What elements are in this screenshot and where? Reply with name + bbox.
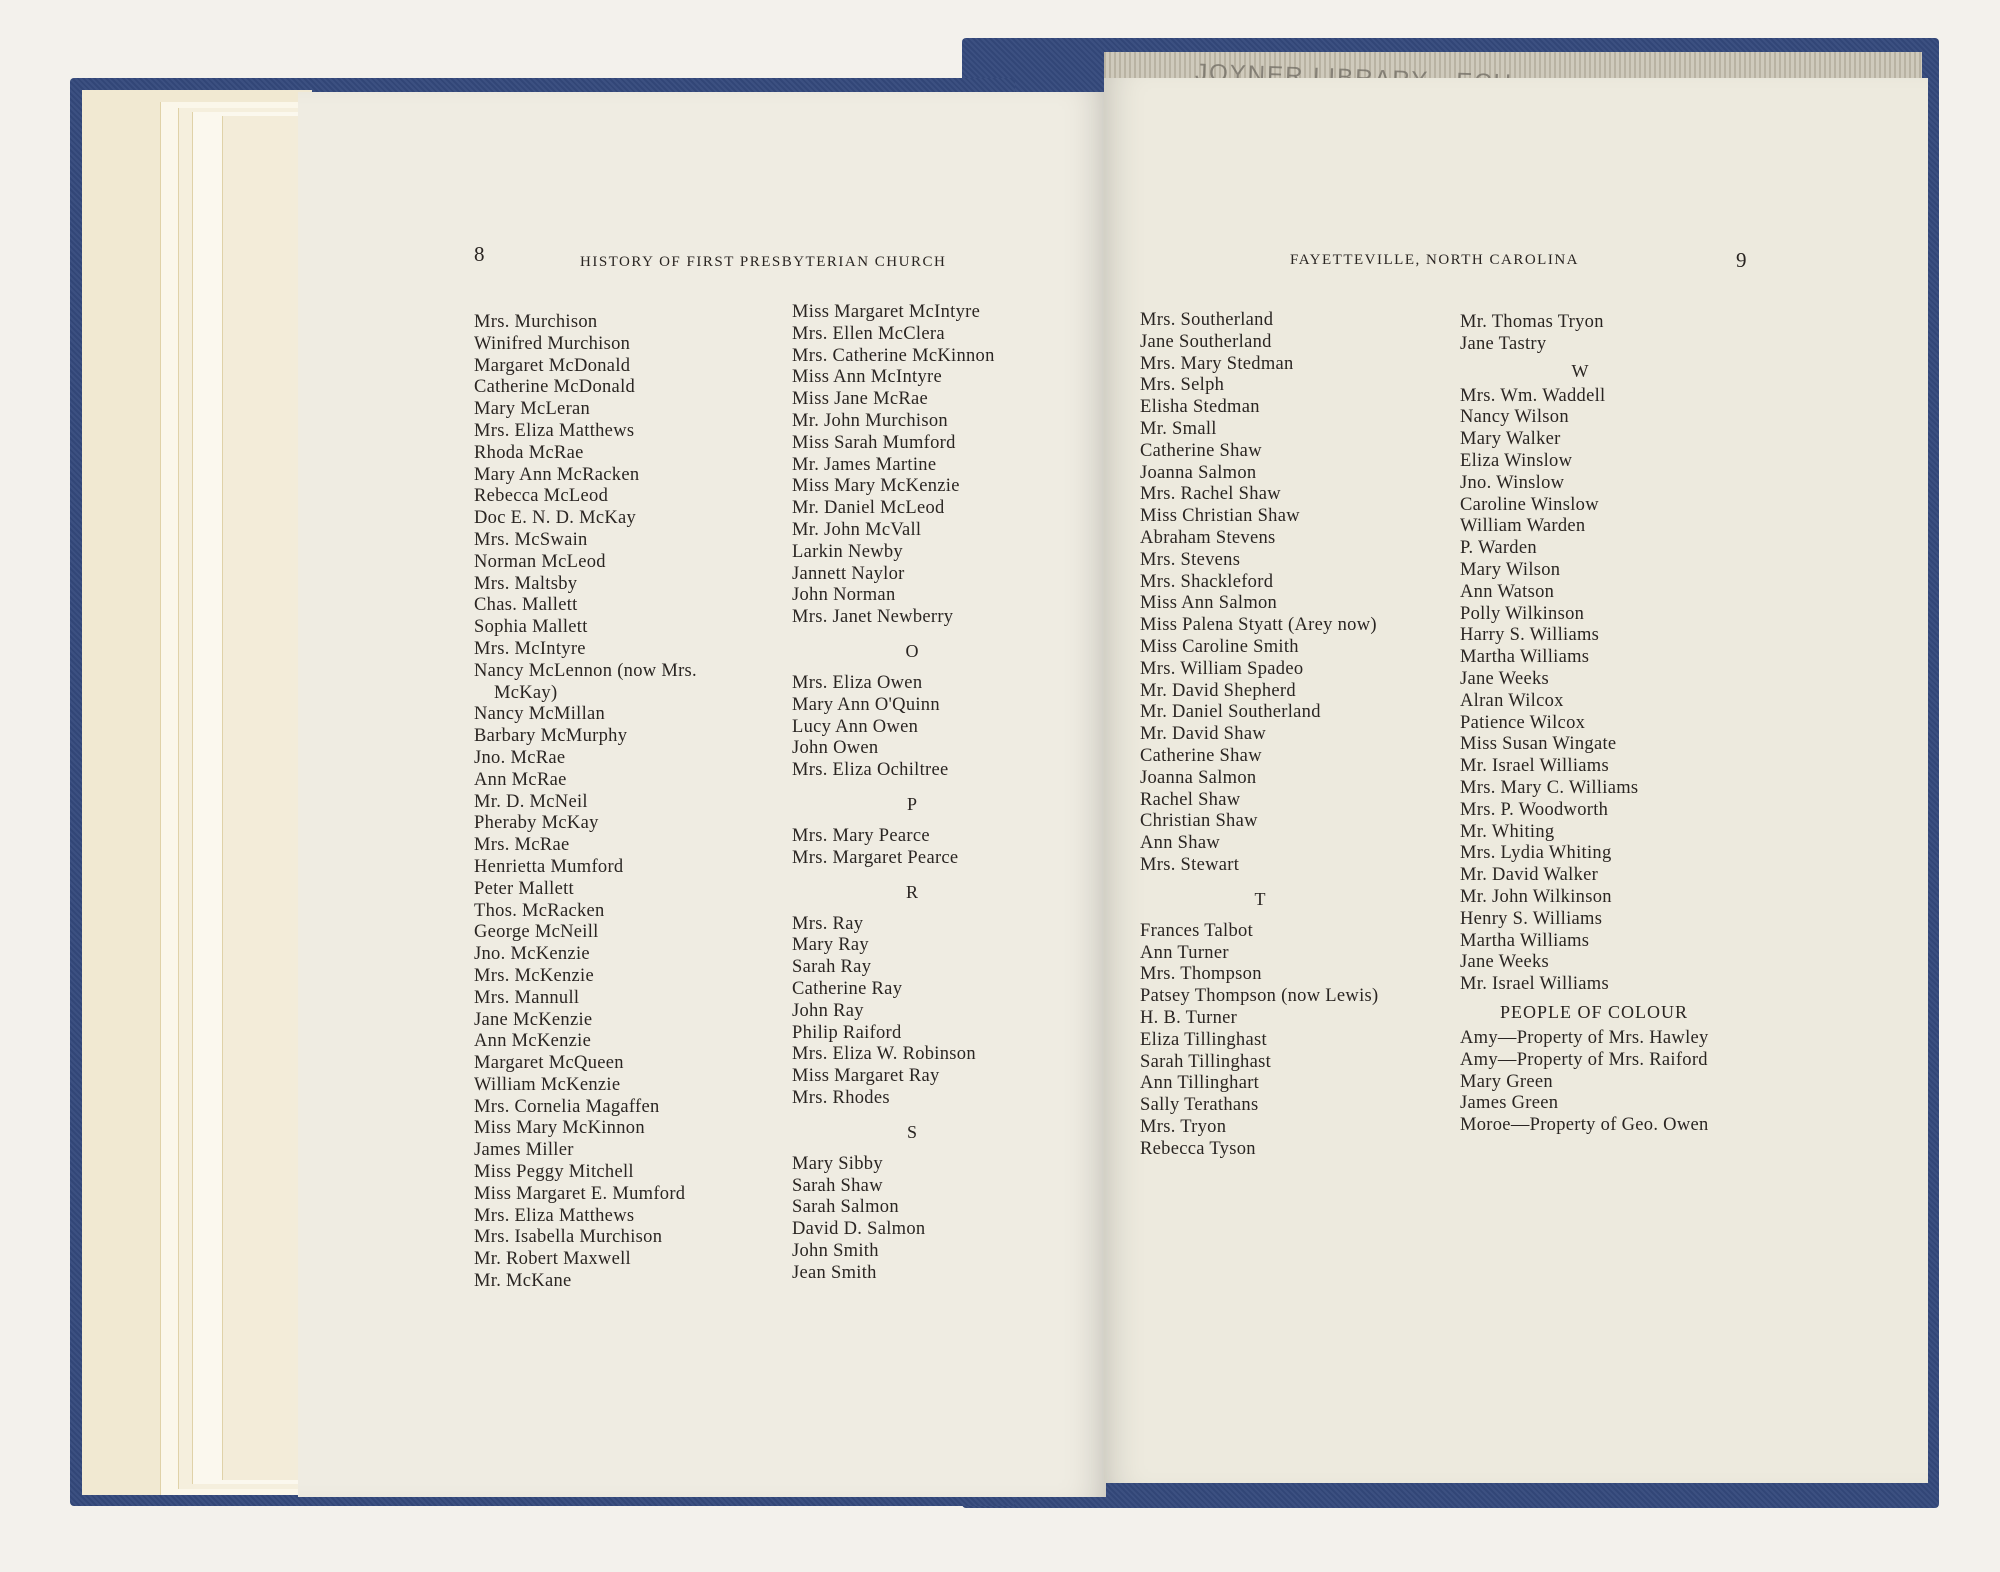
- name-entry: Margaret McDonald: [474, 355, 631, 376]
- name-entry: William McKenzie: [474, 1074, 621, 1095]
- name-entry: Doc E. N. D. McKay: [474, 508, 637, 529]
- name-entry: Joanna Salmon: [1140, 462, 1257, 483]
- name-entry: Mr. John Murchison: [792, 410, 948, 431]
- name-entry: Mrs. Ellen McClera: [792, 323, 945, 344]
- section-letter: T: [1254, 888, 1266, 909]
- name-entry: Alran Wilcox: [1460, 690, 1564, 711]
- name-entry: Mr. Daniel McLeod: [792, 498, 945, 519]
- name-entry: Mr. James Martine: [792, 454, 937, 475]
- name-entry: John Smith: [792, 1240, 879, 1261]
- name-entry: Miss Palena Styatt (Arey now): [1140, 615, 1377, 636]
- name-entry: Nancy McMillan: [474, 704, 606, 725]
- name-list: [792, 1154, 1032, 1285]
- name-entry: Rebecca McLeod: [474, 486, 609, 507]
- name-entry: Elisha Stedman: [1140, 397, 1260, 418]
- name-entry: Catherine Shaw: [1140, 440, 1262, 461]
- name-entry: Mr. Israel Williams: [1460, 974, 1609, 995]
- name-entry: Rhoda McRae: [474, 442, 584, 463]
- name-entry: Patsey Thompson (now Lewis): [1140, 986, 1379, 1007]
- name-entry: Mrs. P. Woodworth: [1460, 799, 1609, 820]
- name-entry: Mr. Thomas Tryon: [1460, 312, 1604, 332]
- name-list: [792, 302, 1032, 629]
- name-entry: Peter Mallett: [474, 878, 574, 899]
- name-entry: Nancy McLennon (now Mrs.: [474, 660, 697, 681]
- name-column: [1460, 312, 1709, 1137]
- name-entry: Sarah Ray: [792, 957, 872, 978]
- name-entry: James Green: [1460, 1093, 1559, 1114]
- name-entry: Miss Margaret Ray: [792, 1066, 940, 1087]
- name-entry: Mrs. Rachel Shaw: [1140, 484, 1281, 505]
- name-entry: Amy—Property of Mrs. Raiford: [1460, 1049, 1708, 1070]
- name-entry: Mrs. Mannull: [474, 987, 580, 1008]
- name-list: [792, 673, 1032, 782]
- name-entry: Mr. David Shaw: [1140, 724, 1266, 745]
- name-entry: Miss Caroline Smith: [1140, 636, 1299, 657]
- name-entry: Mary Ann McRacken: [474, 464, 640, 485]
- name-entry: H. B. Turner: [1140, 1007, 1238, 1028]
- name-list: [1140, 310, 1380, 877]
- name-list: [792, 826, 1032, 870]
- name-entry: Jno. Winslow: [1460, 472, 1565, 493]
- name-entry: David D. Salmon: [792, 1219, 926, 1240]
- name-entry: Pheraby McKay: [474, 813, 599, 834]
- name-entry: Mrs. Mary Stedman: [1140, 353, 1294, 374]
- name-entry: Mrs. William Spadeo: [1140, 658, 1304, 679]
- name-list: [1460, 1028, 1709, 1137]
- name-entry: Martha Williams: [1460, 647, 1590, 668]
- name-entry: Larkin Newby: [792, 541, 903, 562]
- name-entry: Miss Ann McIntyre: [792, 367, 943, 388]
- name-entry: Mrs. Mary C. Williams: [1460, 777, 1639, 798]
- name-column: [474, 312, 697, 1293]
- name-entry: Rachel Shaw: [1140, 789, 1241, 810]
- name-entry: Ann McKenzie: [474, 1031, 592, 1052]
- name-entry: Jane McKenzie: [474, 1009, 593, 1030]
- name-entry: Miss Ann Salmon: [1140, 593, 1278, 614]
- name-entry: John Ray: [792, 1000, 864, 1021]
- name-entry: Mr. McKane: [474, 1271, 572, 1292]
- name-entry: Eliza Tillinghast: [1140, 1029, 1267, 1050]
- name-entry: Mary Green: [1460, 1071, 1553, 1092]
- page-stack-edges: [82, 90, 312, 1495]
- name-entry: Miss Peggy Mitchell: [474, 1162, 634, 1183]
- name-entry: Mrs. Eliza Matthews: [474, 1205, 635, 1226]
- name-entry: Mrs. Southerland: [1140, 310, 1274, 330]
- name-entry: Harry S. Williams: [1460, 625, 1600, 646]
- name-entry: Abraham Stevens: [1140, 527, 1276, 548]
- name-entry: Ann McRae: [474, 769, 567, 790]
- name-entry: Mrs. Tryon: [1140, 1116, 1227, 1137]
- name-entry: Norman McLeod: [474, 551, 606, 572]
- name-entry: Eliza Winslow: [1460, 450, 1573, 471]
- name-entry: Chas. Mallett: [474, 595, 578, 616]
- name-list: [1460, 386, 1709, 996]
- name-entry: Mary Walker: [1460, 429, 1561, 450]
- name-entry: Mr. John McVall: [792, 519, 922, 540]
- name-entry: Miss Margaret McIntyre: [792, 302, 981, 322]
- name-entry: Mrs. Rhodes: [792, 1087, 890, 1108]
- name-entry: Mrs. McKenzie: [474, 965, 595, 986]
- name-entry: Ann Turner: [1140, 942, 1229, 963]
- name-entry: Jane Weeks: [1460, 952, 1550, 973]
- name-entry: P. Warden: [1460, 538, 1537, 559]
- name-entry: Sarah Shaw: [792, 1175, 883, 1196]
- name-entry: Mrs. Murchison: [474, 312, 598, 332]
- name-entry: Philip Raiford: [792, 1022, 902, 1043]
- name-entry: John Owen: [792, 738, 879, 759]
- name-entry: Jane Tastry: [1460, 333, 1547, 354]
- name-entry: Miss Jane McRae: [792, 389, 929, 410]
- name-entry: Sarah Tillinghast: [1140, 1051, 1272, 1072]
- name-entry: Mrs. Selph: [1140, 375, 1225, 396]
- section-heading: PEOPLE OF COLOUR: [1500, 1001, 1689, 1022]
- name-entry: Margaret McQueen: [474, 1053, 624, 1074]
- name-entry: Mrs. Eliza W. Robinson: [792, 1044, 976, 1065]
- name-entry: Miss Mary McKinnon: [474, 1118, 645, 1139]
- name-list: [1460, 312, 1709, 356]
- page-number: 8: [474, 242, 485, 266]
- name-entry: Mrs. Eliza Owen: [792, 672, 923, 693]
- name-entry: George McNeill: [474, 922, 599, 943]
- name-entry: Mrs. Ray: [792, 913, 864, 934]
- name-entry: Mrs. McRae: [474, 835, 570, 856]
- name-entry: Lucy Ann Owen: [792, 716, 919, 737]
- name-entry: Jean Smith: [792, 1262, 877, 1283]
- name-entry: Mrs. Mary Pearce: [792, 825, 930, 846]
- name-entry: Rebecca Tyson: [1140, 1138, 1256, 1159]
- running-head: HISTORY OF FIRST PRESBYTERIAN CHURCH: [580, 254, 947, 270]
- name-entry: Polly Wilkinson: [1460, 603, 1585, 624]
- name-entry: Thos. McRacken: [474, 900, 605, 921]
- name-entry: Mrs. McSwain: [474, 529, 588, 550]
- section-letter: O: [905, 640, 919, 661]
- section-letter: S: [906, 1121, 917, 1142]
- name-entry: Mr. David Shepherd: [1140, 680, 1296, 701]
- name-entry: Jno. McKenzie: [474, 944, 590, 965]
- section-letter: P: [906, 793, 917, 814]
- name-entry: Miss Susan Wingate: [1460, 734, 1617, 755]
- name-entry: Miss Margaret E. Mumford: [474, 1183, 686, 1204]
- name-entry: Jane Weeks: [1460, 668, 1550, 689]
- name-entry: McKay): [494, 682, 558, 703]
- name-entry: Mary Ray: [792, 935, 869, 956]
- name-entry: Mr. Israel Williams: [1460, 756, 1609, 777]
- name-entry: William Warden: [1460, 516, 1586, 537]
- name-entry: Jane Southerland: [1140, 331, 1272, 352]
- name-entry: Catherine McDonald: [474, 377, 636, 398]
- name-entry: Mrs. Eliza Matthews: [474, 420, 635, 441]
- name-entry: Catherine Shaw: [1140, 745, 1262, 766]
- name-entry: Sally Terathans: [1140, 1095, 1259, 1116]
- right-page: [1104, 78, 1928, 1483]
- name-entry: Henry S. Williams: [1460, 908, 1603, 929]
- name-entry: Caroline Winslow: [1460, 494, 1599, 515]
- name-entry: Mary Wilson: [1460, 559, 1561, 580]
- name-list: [474, 312, 697, 1293]
- name-entry: Mr. D. McNeil: [474, 791, 588, 812]
- name-entry: Mrs. Margaret Pearce: [792, 847, 959, 868]
- name-entry: Mary Ann O'Quinn: [792, 694, 940, 715]
- name-entry: Christian Shaw: [1140, 811, 1258, 832]
- name-entry: Ann Watson: [1460, 581, 1555, 602]
- name-entry: Mrs. Stevens: [1140, 549, 1241, 570]
- name-entry: Miss Christian Shaw: [1140, 506, 1300, 527]
- name-entry: Sarah Salmon: [792, 1197, 899, 1218]
- section-letter: R: [905, 881, 918, 902]
- name-entry: Mrs. Thompson: [1140, 964, 1262, 985]
- page-number: 9: [1736, 248, 1747, 272]
- name-entry: Mrs. McIntyre: [474, 638, 586, 659]
- name-entry: Mrs. Janet Newberry: [792, 607, 954, 628]
- name-entry: James Miller: [474, 1140, 574, 1161]
- name-entry: Mr. Robert Maxwell: [474, 1249, 631, 1270]
- name-entry: Sophia Mallett: [474, 617, 588, 638]
- name-entry: Joanna Salmon: [1140, 767, 1257, 788]
- name-entry: Mary Sibby: [792, 1153, 883, 1174]
- name-entry: Mrs. Lydia Whiting: [1460, 843, 1612, 864]
- name-entry: Catherine Ray: [792, 978, 903, 999]
- name-column: [1140, 310, 1380, 1160]
- name-entry: Frances Talbot: [1140, 920, 1254, 941]
- name-entry: Mrs. Wm. Waddell: [1460, 385, 1606, 406]
- left-page: [298, 92, 1106, 1497]
- name-entry: John Norman: [792, 585, 896, 606]
- name-entry: Jannett Naylor: [792, 563, 905, 584]
- name-list: [792, 914, 1032, 1110]
- name-entry: Mrs. Cornelia Magaffen: [474, 1096, 660, 1117]
- name-entry: Mary McLeran: [474, 399, 591, 420]
- name-entry: Winifred Murchison: [474, 333, 631, 354]
- section-letter: W: [1571, 360, 1589, 381]
- name-entry: Mr. Whiting: [1460, 821, 1555, 842]
- name-entry: Mrs. Isabella Murchison: [474, 1227, 663, 1248]
- running-head: FAYETTEVILLE, NORTH CAROLINA: [1290, 252, 1579, 268]
- name-entry: Mrs. Eliza Ochiltree: [792, 760, 949, 781]
- name-entry: Barbary McMurphy: [474, 726, 628, 747]
- name-entry: Mrs. Shackleford: [1140, 571, 1274, 592]
- name-entry: Mr. John Wilkinson: [1460, 886, 1612, 907]
- name-list: [1140, 921, 1380, 1161]
- name-entry: Jno. McRae: [474, 747, 566, 768]
- name-column: [792, 302, 1032, 1284]
- name-entry: Mrs. Stewart: [1140, 854, 1240, 875]
- name-entry: Amy—Property of Mrs. Hawley: [1460, 1027, 1709, 1048]
- name-entry: Henrietta Mumford: [474, 856, 624, 877]
- name-entry: Mr. David Walker: [1460, 865, 1599, 886]
- name-entry: Mr. Daniel Southerland: [1140, 702, 1321, 723]
- name-entry: Miss Mary McKenzie: [792, 476, 960, 497]
- name-entry: Ann Tillinghart: [1140, 1073, 1260, 1094]
- name-entry: Mrs. Catherine McKinnon: [792, 345, 995, 366]
- name-entry: Martha Williams: [1460, 930, 1590, 951]
- name-entry: Mr. Small: [1140, 418, 1217, 439]
- name-entry: Mrs. Maltsby: [474, 573, 578, 594]
- name-entry: Miss Sarah Mumford: [792, 432, 956, 453]
- name-entry: Nancy Wilson: [1460, 407, 1569, 428]
- name-entry: Patience Wilcox: [1460, 712, 1586, 733]
- name-entry: Ann Shaw: [1140, 833, 1220, 854]
- name-entry: Moroe—Property of Geo. Owen: [1460, 1115, 1709, 1136]
